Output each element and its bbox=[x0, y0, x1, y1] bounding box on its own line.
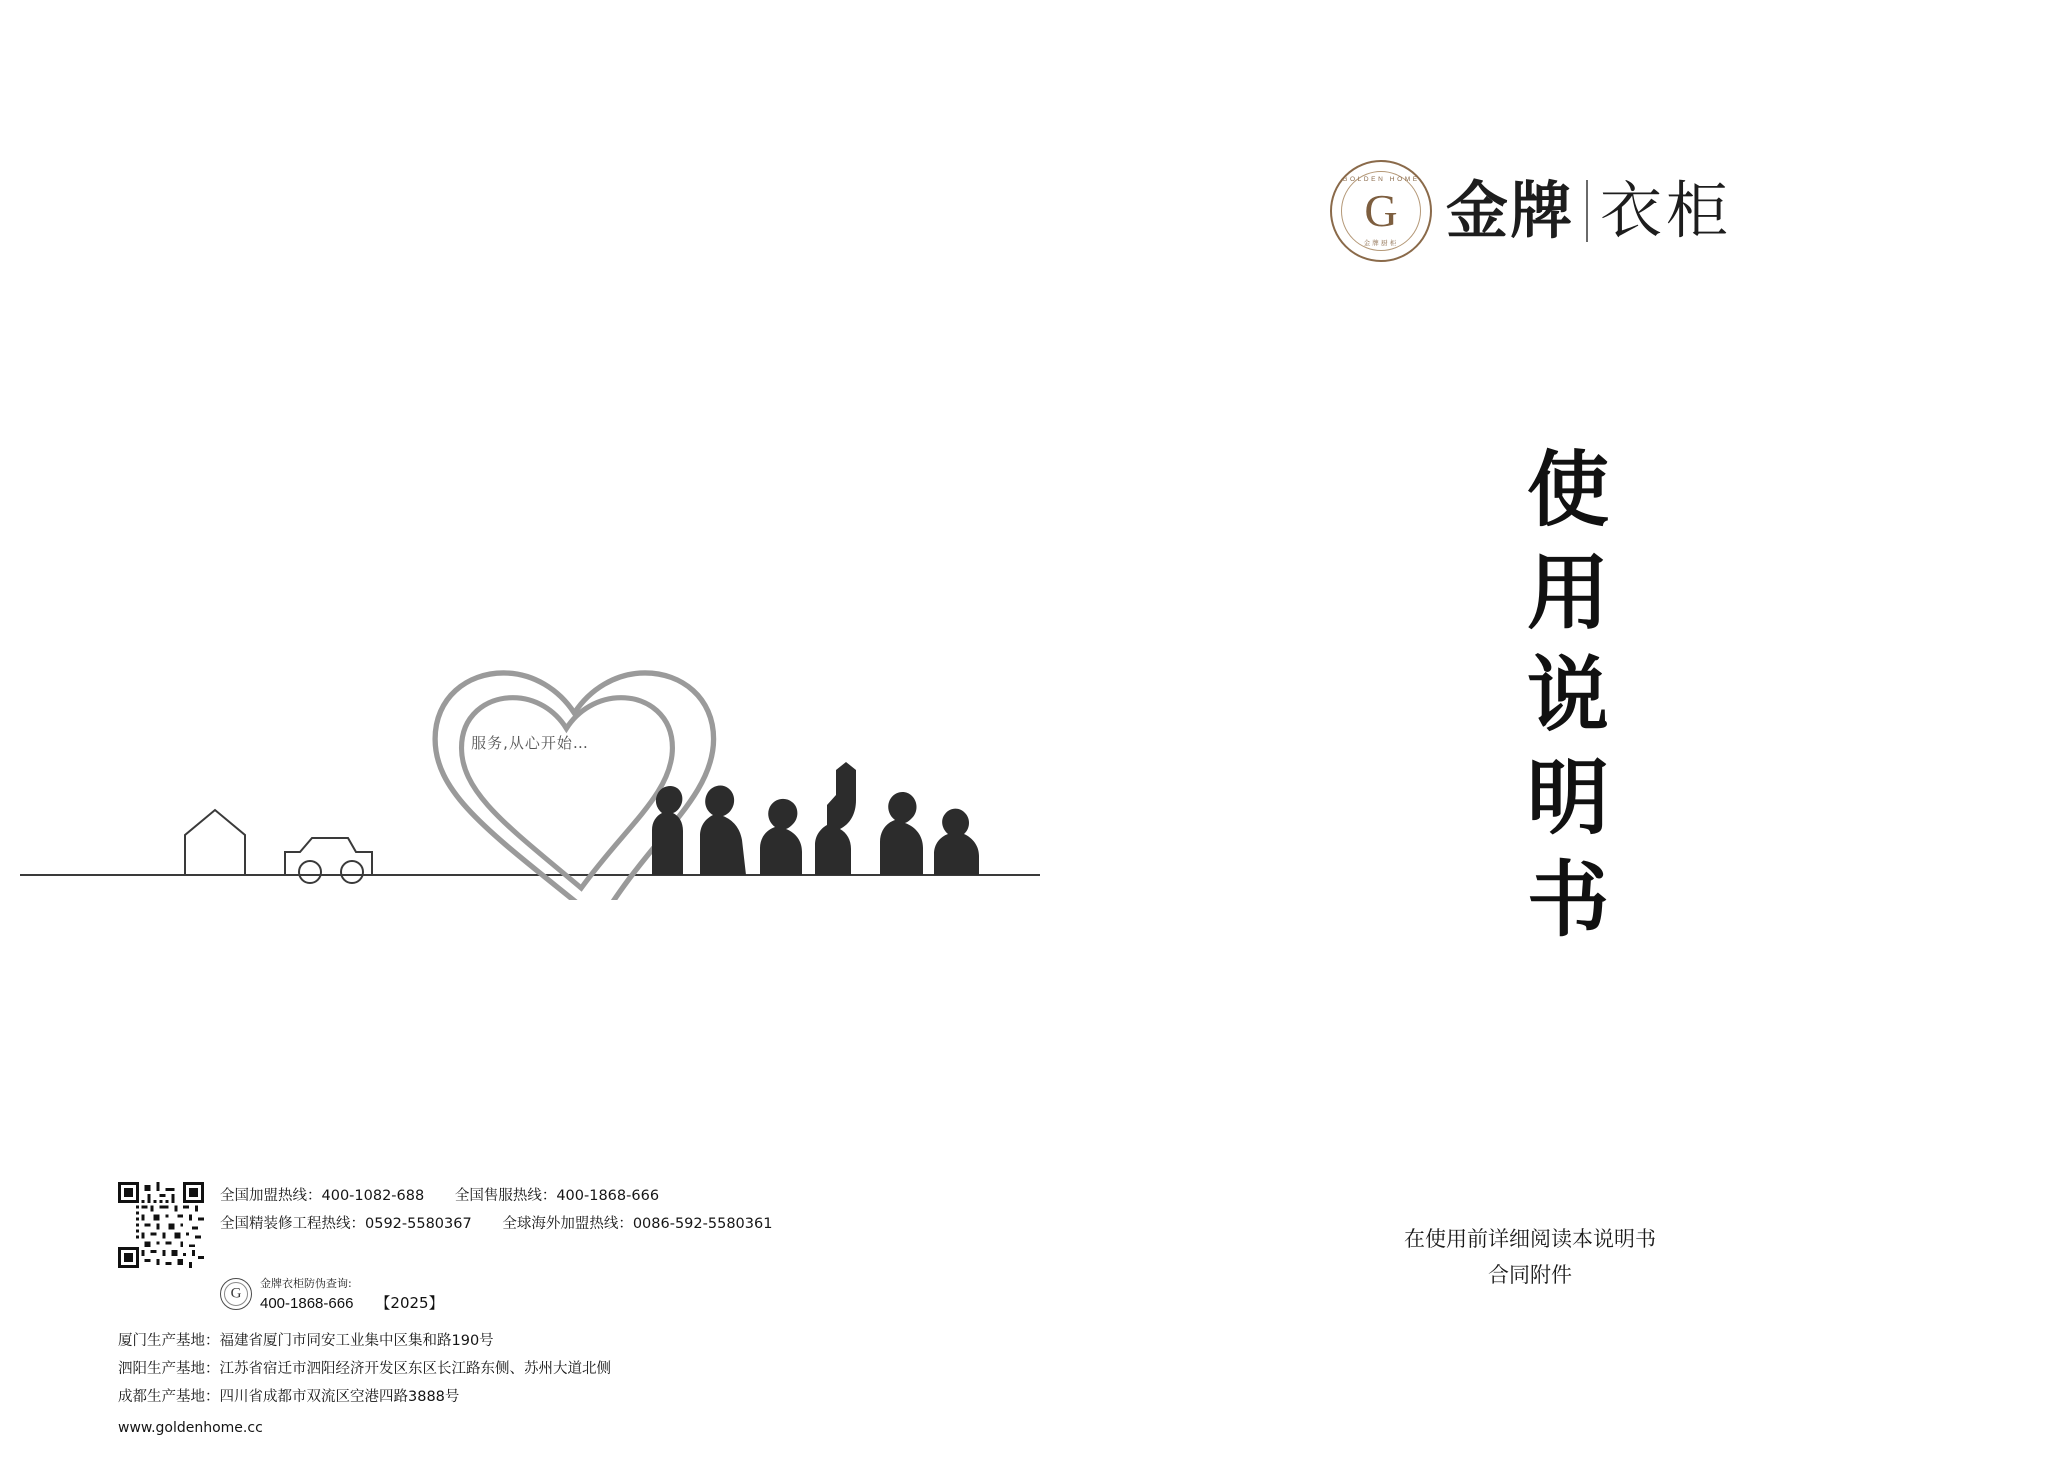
page-title-char-1: 使 bbox=[1526, 443, 1609, 538]
hotline-engineering: 全国精装修工程热线：0592-5580367 bbox=[220, 1216, 472, 1233]
person-3-silhouette bbox=[760, 799, 802, 875]
brand-name-divider bbox=[1586, 180, 1588, 242]
usage-note-line-2: 合同附件 bbox=[1488, 1262, 1572, 1287]
address-siyang: 泗阳生产基地：江苏省宿迁市泗阳经济开发区东区长江路东侧、苏州大道北侧 bbox=[118, 1361, 611, 1378]
person-1-silhouette bbox=[652, 786, 683, 875]
brand-logo-mark bbox=[1330, 160, 1432, 262]
person-4-silhouette bbox=[815, 762, 856, 875]
anti-counterfeit-number: 400-1868-666 bbox=[260, 1294, 354, 1312]
car-wheel-front-icon bbox=[299, 861, 321, 883]
page-title-char-2: 用 bbox=[1526, 545, 1609, 641]
car-icon bbox=[285, 838, 372, 875]
footer-top bbox=[118, 1180, 938, 1268]
anti-counterfeit-text bbox=[260, 1276, 444, 1313]
person-6-silhouette bbox=[934, 809, 979, 875]
usage-note bbox=[1290, 1222, 1770, 1293]
brand-logo-g-letter: G bbox=[1364, 185, 1398, 236]
page-title-char-4: 明 bbox=[1526, 750, 1609, 846]
hotlines bbox=[220, 1180, 772, 1239]
anti-counterfeit-logo-icon bbox=[220, 1278, 252, 1310]
anti-counterfeit-year: 【2025】 bbox=[375, 1293, 444, 1312]
anti-counterfeit-block bbox=[220, 1276, 938, 1313]
brand-logo-arc-top-text: GOLDEN HOME bbox=[1342, 176, 1420, 183]
hotline-service: 全国售服热线：400-1868-666 bbox=[454, 1188, 660, 1204]
brand-logo-arc-bottom-text: 金牌厨柜 bbox=[1363, 240, 1399, 247]
usage-note-line-1: 在使用前详细阅读本说明书 bbox=[1404, 1227, 1656, 1251]
illustration-slogan: 服务,从心开始… bbox=[471, 734, 589, 752]
heart-inner-icon bbox=[462, 698, 673, 888]
brand-sub-text: 衣柜 bbox=[1600, 174, 1733, 247]
house-icon bbox=[185, 810, 245, 875]
hotline-row-1 bbox=[220, 1182, 772, 1210]
hotline-row-2 bbox=[220, 1210, 772, 1238]
brand-logo bbox=[1330, 160, 1732, 262]
qr-code-icon bbox=[118, 1182, 204, 1268]
hotline-franchise: 全国加盟热线：400-1082-688 bbox=[220, 1188, 425, 1204]
person-2-silhouette bbox=[700, 786, 746, 875]
footer bbox=[118, 1180, 938, 1436]
factory-addresses bbox=[118, 1327, 938, 1412]
brand-name-text: 金牌 bbox=[1446, 174, 1575, 247]
person-5-silhouette bbox=[880, 792, 923, 875]
page-title bbox=[1508, 440, 1628, 953]
page-title-char-3: 说 bbox=[1526, 648, 1609, 743]
anti-counterfeit-line bbox=[260, 1292, 444, 1313]
address-xiamen: 厦门生产基地：福建省厦门市同安工业集中区集和路190号 bbox=[118, 1332, 494, 1349]
page-title-char-5: 书 bbox=[1526, 853, 1609, 948]
hotline-overseas: 全球海外加盟热线：0086-592-5580361 bbox=[502, 1216, 773, 1233]
address-chengdu: 成都生产基地：四川省成都市双流区空港四路3888号 bbox=[118, 1389, 460, 1406]
car-wheel-rear-icon bbox=[341, 861, 363, 883]
anti-counterfeit-label: 金牌衣柜防伪查询: bbox=[260, 1277, 352, 1290]
anti-counterfeit-logo-letter: G bbox=[230, 1285, 242, 1302]
website-url[interactable]: www.goldenhome.cc bbox=[118, 1419, 263, 1436]
brand-name bbox=[1446, 174, 1733, 247]
